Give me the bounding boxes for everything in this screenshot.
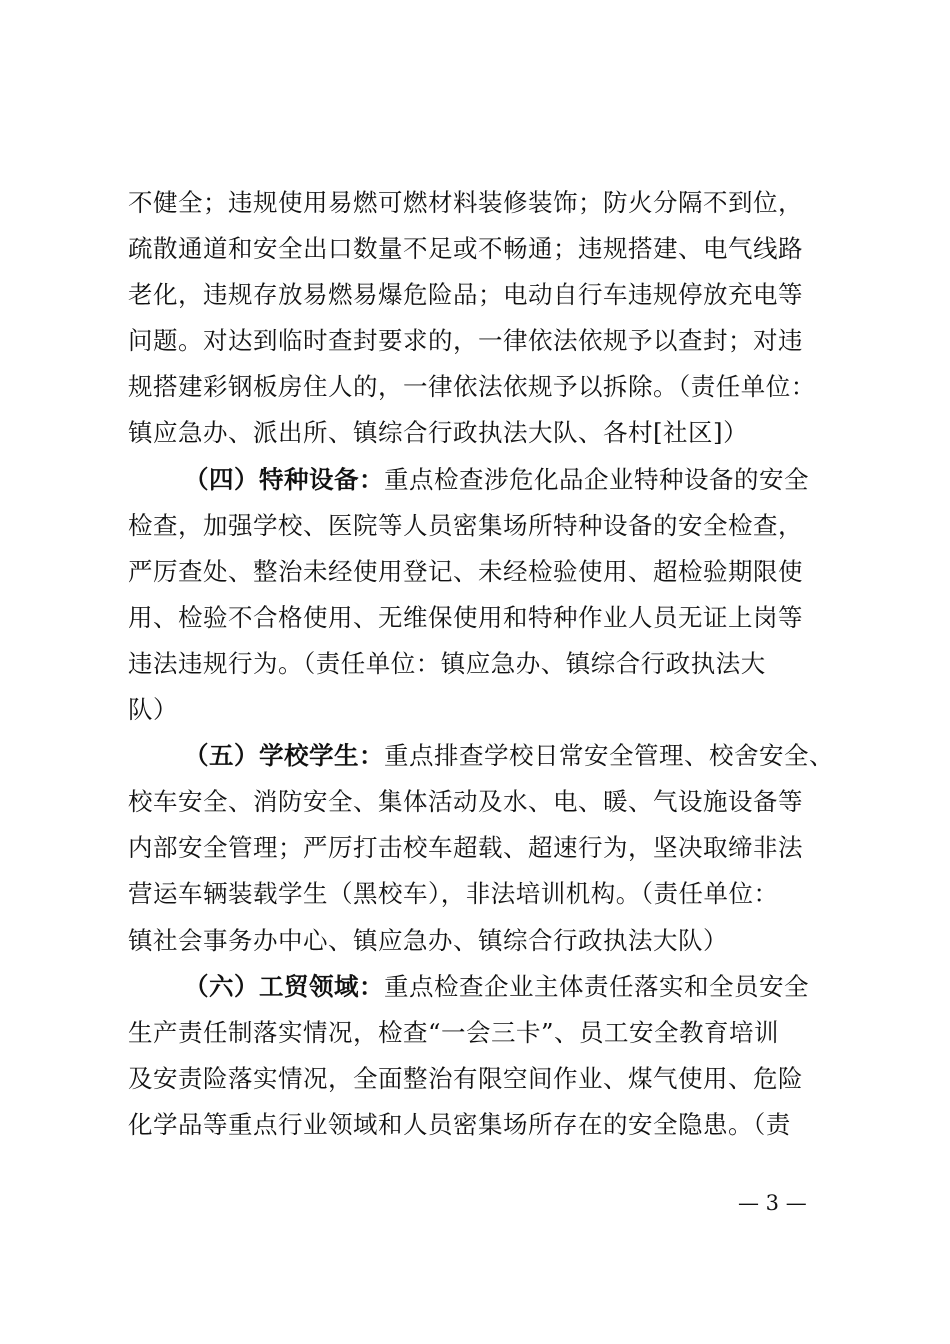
section-text: 重点检查涉危化品企业特种设备的安全 [384,464,809,494]
text-line: 内部安全管理；严厉打击校车超载、超速行为，坚决取缔非法 [128,833,803,863]
section-five-first-line [128,733,834,779]
section-six-first-line [128,964,828,1010]
body-text [128,180,834,1148]
text-line: 镇社会事务办中心、镇应急办、镇综合行政执法大队） [128,925,728,955]
text-line: 问题。对达到临时查封要求的，一律依法依规予以查封；对违 [128,326,803,356]
section-text: 重点排查学校日常安全管理、校舍安全、 [384,741,834,771]
text-line: 用、检验不合格使用、无维保使用和特种作业人员无证上岗等 [128,602,803,632]
text-line: 营运车辆装载学生（黑校车），非法培训机构。（责任单位： [128,879,779,909]
section-heading-industry-trade: （六）工贸领域： [184,971,384,1001]
text-line: 及安责险落实情况，全面整治有限空间作业、煤气使用、危险 [128,1063,803,1093]
text-line: 违法违规行为。（责任单位：镇应急办、镇综合行政执法大 [128,648,766,678]
page-number: — 3 — [738,1191,807,1215]
text-line: 化学品等重点行业领域和人员密集场所存在的安全隐患。（责 [128,1109,791,1139]
section-four-first-line [128,457,828,503]
section-text: 重点检查企业主体责任落实和全员安全 [384,971,809,1001]
section-heading-school-students: （五）学校学生： [184,741,384,771]
text-line: 检查，加强学校、医院等人员密集场所特种设备的安全检查， [128,510,803,540]
text-line: 疏散通道和安全出口数量不足或不畅通；违规搭建、电气线路 [128,234,803,264]
text-line: 生产责任制落实情况，检查“一会三卡”、员工安全教育培训 [128,1017,780,1047]
text-line: 严厉查处、整治未经使用登记、未经检验使用、超检验期限使 [128,556,803,586]
section-heading-special-equipment: （四）特种设备： [184,464,384,494]
text-line: 校车安全、消防安全、集体活动及水、电、暖、气设施设备等 [128,787,803,817]
text-line: 不健全；违规使用易燃可燃材料装修装饰；防火分隔不到位， [128,188,803,217]
text-line: 老化，违规存放易燃易爆危险品；电动自行车违规停放充电等 [128,280,803,310]
text-line: 队） [128,695,178,725]
text-line: 规搭建彩钢板房住人的，一律依法依规予以拆除。（责任单位： [128,372,816,402]
text-line: 镇应急办、派出所、镇综合行政执法大队、各村[社区]） [128,418,749,448]
